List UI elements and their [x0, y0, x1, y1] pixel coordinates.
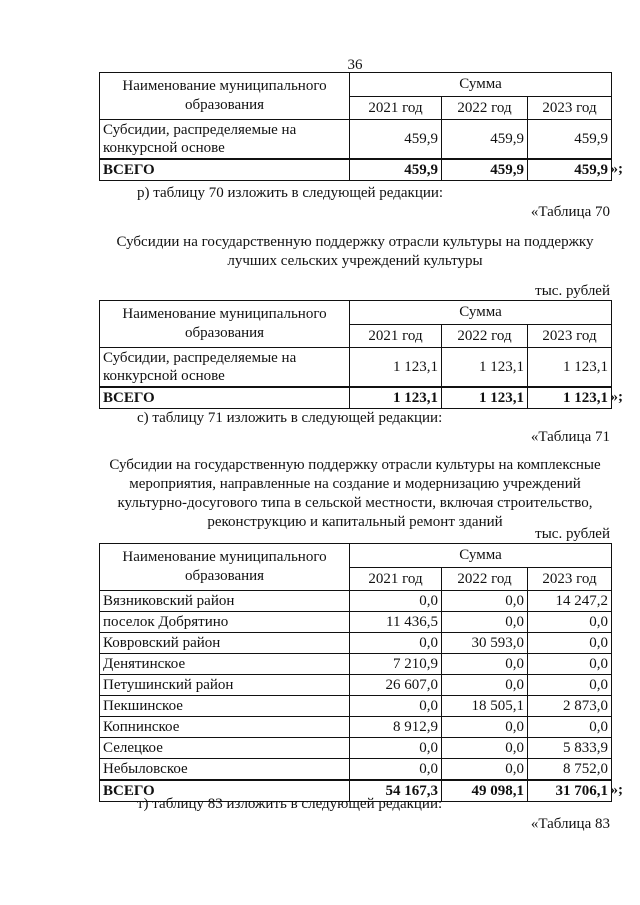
total-2022: 459,9 [442, 159, 528, 181]
table-row [100, 654, 612, 675]
row-2021: 26 607,0 [350, 675, 442, 696]
row-name: Вязниковский район [100, 591, 350, 612]
row-2023: 5 833,9 [528, 738, 612, 759]
paragraph-t: т) таблицу 83 изложить в следующей редакции: [137, 796, 443, 812]
table-row [100, 696, 612, 717]
total-2023-value: 1 123,1 [563, 390, 609, 406]
row-name: Копнинское [100, 717, 350, 738]
row-2021: 0,0 [350, 633, 442, 654]
row-name: Ковровский район [100, 633, 350, 654]
total-2023 [528, 387, 624, 409]
row-2022: 0,0 [442, 612, 528, 633]
row-name: Субсидии, распределяемые на конкурсной основе [100, 348, 350, 388]
page-number: 36 [347, 57, 363, 73]
header-year-2021: 2021 год [350, 567, 442, 591]
paragraph-r: р) таблицу 70 изложить в следующей редакции: [137, 185, 444, 201]
total-2022: 1 123,1 [442, 387, 528, 409]
row-2022: 0,0 [442, 591, 528, 612]
row-2022: 0,0 [442, 675, 528, 696]
table-label-83: «Таблица 83 [530, 816, 610, 832]
total-2021: 54 167,3 [350, 780, 442, 802]
row-2021: 0,0 [350, 738, 442, 759]
table-title-70: Субсидии на государственную поддержку отрасли культуры на поддержку лучших сельских учреждений культуры [116, 234, 594, 270]
row-name: поселок Добрятино [100, 612, 350, 633]
header-year-2021: 2021 год [350, 324, 442, 348]
header-year-2023: 2023 год [528, 567, 612, 591]
row-2023: 459,9 [528, 120, 612, 160]
row-2022: 18 505,1 [442, 696, 528, 717]
header-sum: Сумма [350, 301, 612, 325]
row-name: Субсидии, распределяемые на конкурсной основе [100, 120, 350, 160]
header-name: Наименование муниципального образования [100, 301, 350, 348]
row-2023: 0,0 [528, 654, 612, 675]
table-row [100, 591, 612, 612]
row-2021: 0,0 [350, 696, 442, 717]
header-year-2022: 2022 год [442, 324, 528, 348]
header-sum: Сумма [350, 544, 612, 568]
table-row [100, 633, 612, 654]
row-2021: 459,9 [350, 120, 442, 160]
row-2021: 11 436,5 [350, 612, 442, 633]
row-2023: 1 123,1 [528, 348, 612, 388]
row-2022: 1 123,1 [442, 348, 528, 388]
row-2022: 0,0 [442, 654, 528, 675]
row-2021: 1 123,1 [350, 348, 442, 388]
table-label-70: «Таблица 70 [530, 204, 610, 220]
header-name: Наименование муниципального образования [100, 544, 350, 591]
row-2023: 2 873,0 [528, 696, 612, 717]
table-row [100, 759, 612, 781]
table-row [100, 348, 612, 388]
row-2023: 0,0 [528, 717, 612, 738]
row-2023: 14 247,2 [528, 591, 612, 612]
row-2023: 0,0 [528, 633, 612, 654]
total-2023 [528, 159, 624, 181]
row-2023: 8 752,0 [528, 759, 612, 781]
header-year-2023: 2023 год [528, 324, 612, 348]
total-2022: 49 098,1 [442, 780, 528, 802]
row-name: Петушинский район [100, 675, 350, 696]
row-2022: 0,0 [442, 717, 528, 738]
header-year-2021: 2021 год [350, 96, 442, 120]
row-2023: 0,0 [528, 612, 612, 633]
total-2023-value: 459,9 [574, 162, 609, 178]
row-2021: 8 912,9 [350, 717, 442, 738]
table-69 [99, 72, 624, 181]
row-2022: 0,0 [442, 759, 528, 781]
table-70 [99, 300, 624, 409]
row-2023: 0,0 [528, 675, 612, 696]
row-name: Селецкое [100, 738, 350, 759]
closing-quote: »; [610, 389, 624, 405]
total-label: ВСЕГО [100, 780, 350, 802]
row-name: Пекшинское [100, 696, 350, 717]
row-2021: 0,0 [350, 759, 442, 781]
row-2021: 7 210,9 [350, 654, 442, 675]
units-71: тыс. рублей [535, 526, 610, 542]
header-sum: Сумма [350, 73, 612, 97]
paragraph-s: с) таблицу 71 изложить в следующей редакции: [137, 410, 443, 426]
header-name: Наименование муниципального образования [100, 73, 350, 120]
total-2021: 1 123,1 [350, 387, 442, 409]
units-70: тыс. рублей [535, 283, 610, 299]
table-row [100, 717, 612, 738]
total-2021: 459,9 [350, 159, 442, 181]
row-2022: 0,0 [442, 738, 528, 759]
row-2022: 459,9 [442, 120, 528, 160]
row-name: Небыловское [100, 759, 350, 781]
table-71 [99, 543, 624, 802]
row-name: Денятинское [100, 654, 350, 675]
closing-quote: »; [610, 161, 624, 177]
total-label: ВСЕГО [100, 387, 350, 409]
total-2023 [528, 780, 624, 802]
total-label: ВСЕГО [100, 159, 350, 181]
table-row [100, 120, 612, 160]
header-year-2023: 2023 год [528, 96, 612, 120]
total-row [100, 159, 612, 181]
header-year-2022: 2022 год [442, 96, 528, 120]
total-row [100, 387, 612, 409]
table-title-71: Субсидии на государственную поддержку отрасли культуры на комплексные мероприятия, направленные на создание и модернизацию учреждений культурно-досугового типа в сельской местности, включая строительство, реконструкцию и капитальный ремонт зданий [109, 457, 601, 531]
table-label-71: «Таблица 71 [530, 429, 610, 445]
row-2022: 30 593,0 [442, 633, 528, 654]
table-row [100, 612, 612, 633]
table-row [100, 675, 612, 696]
closing-quote: »; [610, 782, 624, 798]
header-year-2022: 2022 год [442, 567, 528, 591]
total-2023-value: 31 706,1 [555, 783, 609, 799]
table-row [100, 738, 612, 759]
row-2021: 0,0 [350, 591, 442, 612]
